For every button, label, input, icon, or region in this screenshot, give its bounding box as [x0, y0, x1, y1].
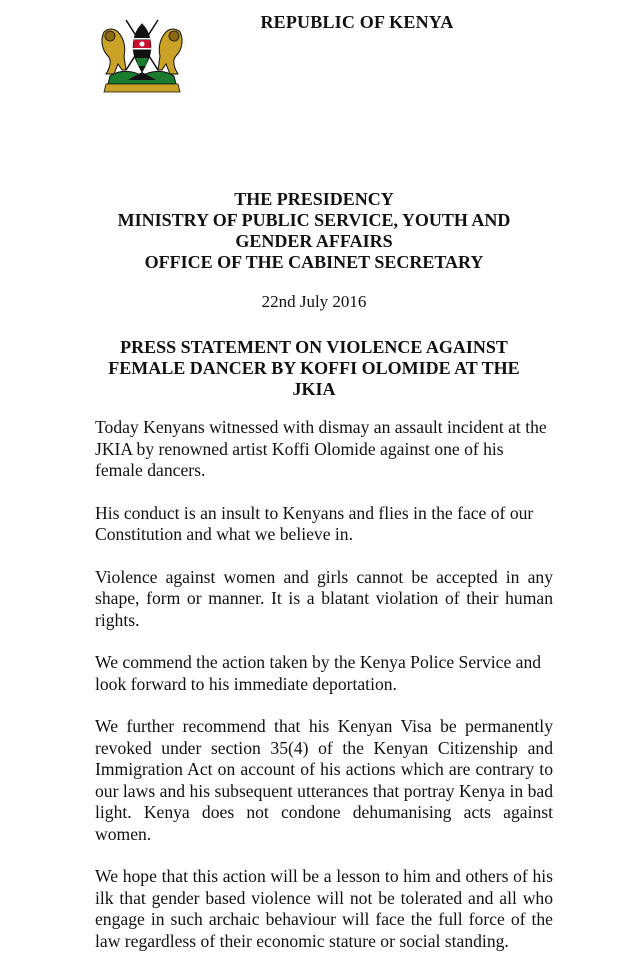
statement-title-line-3: JKIA	[292, 379, 336, 399]
kenya-coat-of-arms-icon	[96, 10, 188, 94]
office-line-presidency: THE PRESIDENCY	[234, 189, 394, 209]
letterhead-country: REPUBLIC OF KENYA	[260, 12, 454, 32]
paragraph: His conduct is an insult to Kenyans and flies in the face of our Constitution and what we believe in.	[95, 502, 534, 544]
paragraph: We commend the action taken by the Kenya Police Service and look forward to his immediate deportation.	[95, 652, 542, 694]
statement-body	[95, 417, 553, 973]
statement-title-line-1: PRESS STATEMENT ON VIOLENCE AGAINST	[120, 337, 508, 357]
office-line-ministry-cont: GENDER AFFAIRS	[235, 231, 393, 251]
paragraph: We hope that this action will be a lesson to him and others of his ilk that gender based violence will not be tolerated and all who engage in such archaic behaviour will face the full force of the law regardless of their economic stature or social standing.	[95, 866, 553, 951]
paragraph: Violence against women and girls cannot be accepted in any shape, form or manner. It is a blatant violation of their human rights.	[95, 566, 553, 630]
paragraph: We further recommend that his Kenyan Visa be permanently revoked under section 35(4) of the Kenyan Citizenship and Immigration Act on account of his actions which are contrary to our laws and his subsequent utterances that portray Kenya in bad light. Kenya does not condone dehumanising acts against women.	[95, 716, 553, 844]
statement-date: 22nd July 2016	[261, 292, 367, 311]
statement-title-line-2: FEMALE DANCER BY KOFFI OLOMIDE AT THE	[108, 358, 520, 378]
paragraph: Today Kenyans witnessed with dismay an assault incident at the JKIA by renowned artist Koffi Olomide against one of his female dancers.	[95, 417, 547, 480]
office-heading	[60, 189, 568, 273]
office-line-ministry: MINISTRY OF PUBLIC SERVICE, YOUTH AND	[117, 210, 511, 230]
statement-title	[88, 337, 540, 400]
office-line-cabinet-secretary: OFFICE OF THE CABINET SECRETARY	[144, 252, 484, 272]
